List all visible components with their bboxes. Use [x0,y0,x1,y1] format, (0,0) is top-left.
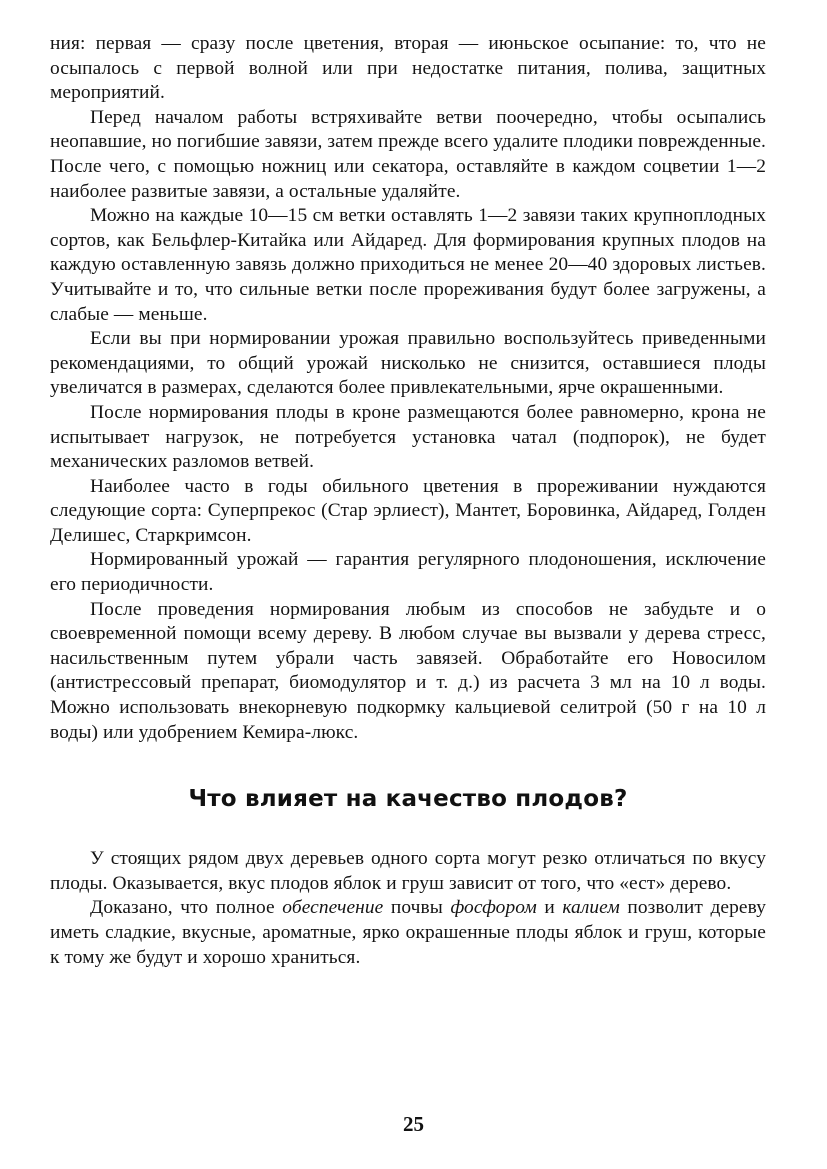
italic-term: калием [562,897,620,919]
paragraph-continued: ния: первая — сразу после цветения, вторая — июньское осыпание: то, что не осыпалось с первой волной или при недостатке питания, полива, защитных мероприятий. [50,33,766,104]
paragraph-varieties: Наиболее часто в годы обильного цветения в прореживании нуждаются следующие сорта: Суперпрекос (Стар эрлиест), Мантет, Боровинка, Айдаред, Голден Делишес, Старкримсон. [50,475,766,546]
italic-term: обеспечение [282,897,384,919]
page-body [50,32,766,970]
italic-term: фосфором [450,897,537,919]
text-segment: Доказано, что полное [90,897,283,919]
paragraph-phosphorus-potassium [50,896,766,970]
text-segment: почвы [383,897,451,919]
page-number: 25 [403,1112,424,1136]
paragraph-stress-treatment: После проведения нормирования любым из способов не забудьте и о своевременной помощи всему дереву. В любом случае вы вызвали у дерева стресс, насильственным путем убрали часть завязей. Обработайте его Новосилом (антистрессовый препарат, биомодулятор и т. д.) из расчета 3 мл на 10 л воды. Можно использовать внекорневую подкормку кальциевой селитрой (50 г на 10 л воды) или удобрением Кемира-люкс. [50,598,766,743]
section-heading: Что влияет на качество плодов? [188,786,628,813]
paragraph-taste-differences: У стоящих рядом двух деревьев одного сорта могут резко отличаться по вкусу плоды. Оказывается, вкус плодов яблок и груш зависит от того, что «ест» дерево. [50,848,766,894]
text-segment: позволит дереву иметь сладкие, вкусные, ароматные, ярко окрашенные плоды яблок и груш, которые к тому же будут и хорошо храниться. [50,897,767,968]
paragraph-regular-fruiting: Нормированный урожай — гарантия регулярного плодоношения, исключение его периодичности. [50,549,766,596]
paragraph-ovaries-per-branch: Можно на каждые 10—15 см ветки оставлять 1—2 завязи таких крупноплодных сортов, как Бельфлер-Китайка или Айдаред. Для формирования крупных плодов на каждую оставленную завязь должно приходиться не менее 20—40 здоровых листьев. Учитывайте и то, что сильные ветки после прореживания будут более загружены, а слабые — меньше. [50,205,766,325]
paragraph-yield-normalization: Если вы при нормировании урожая правильно воспользуйтесь приведенными рекомендациями, то общий урожай нисколько не снизится, оставшиеся плоды увеличатся в размерах, сделаются более привлекательными, ярче окрашенными. [50,328,766,399]
paragraph-crown-distribution: После нормирования плоды в кроне размещаются более равномерно, крона не испытывает нагрузок, не потребуется установка чатал (подпорок), не будет механических разломов ветвей. [50,401,766,473]
text-segment: и [536,897,563,919]
paragraph-shaking-branches: Перед началом работы встряхивайте ветви поочередно, чтобы осыпались неопавшие, но погибшие завязи, затем прежде всего удалите плодики поврежденные. После чего, с помощью ножниц или секатора, оставляйте в каждом соцветии 1—2 наиболее развитые завязи, а остальные удаляйте. [50,106,766,202]
